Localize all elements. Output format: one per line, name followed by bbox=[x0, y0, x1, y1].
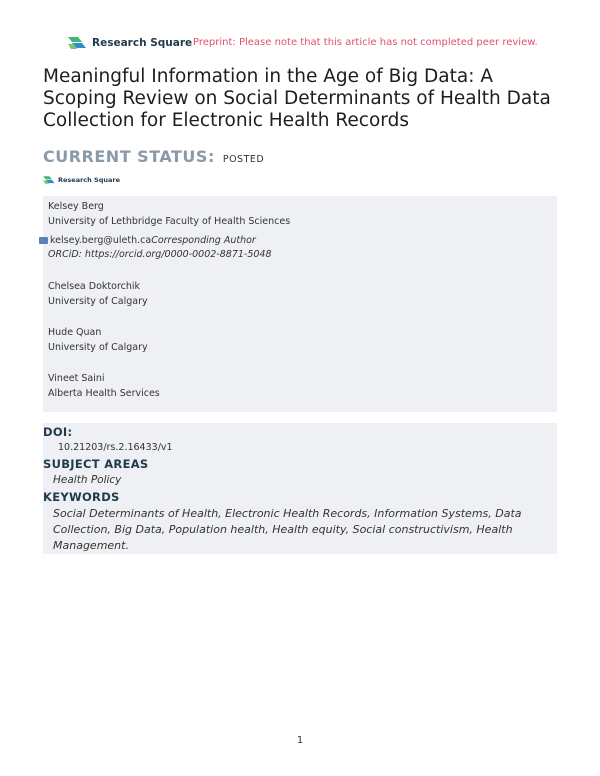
mail-icon[interactable] bbox=[39, 237, 48, 244]
author-affiliation: Alberta Health Services bbox=[48, 388, 160, 399]
author-name: Chelsea Doktorchik bbox=[48, 281, 141, 292]
author-name: Kelsey Berg bbox=[48, 201, 104, 212]
doi-label: DOI: bbox=[43, 425, 73, 439]
author-affiliation: University of Lethbridge Faculty of Health Sciences bbox=[48, 216, 291, 227]
keywords-label: KEYWORDS bbox=[43, 490, 120, 504]
author-affiliation: University of Calgary bbox=[48, 342, 148, 353]
author-orcid[interactable]: ORCiD: https://orcid.org/0000-0002-8871-5048 bbox=[48, 249, 272, 260]
author-affiliation: University of Calgary bbox=[48, 296, 148, 307]
metadata-box bbox=[43, 423, 557, 554]
keywords-value: Social Determinants of Health, Electronic Health Records, Information Systems, Data Collection, Big Data, Population health, Health equity, Social constructivism, Health Management. bbox=[53, 507, 522, 552]
current-status bbox=[43, 147, 264, 166]
page-number: 1 bbox=[296, 735, 304, 746]
small-logo-icon bbox=[43, 175, 56, 185]
small-logo-text: Research Square bbox=[58, 176, 120, 184]
research-square-logo-icon bbox=[68, 35, 88, 51]
authors-box bbox=[43, 196, 557, 412]
author-name: Vineet Saini bbox=[48, 373, 105, 384]
subject-areas-label: SUBJECT AREAS bbox=[43, 457, 149, 471]
author-email[interactable]: kelsey.berg@uleth.ca bbox=[50, 235, 152, 246]
paper-title: Meaningful Information in the Age of Big Data: A Scoping Review on Social Determinants of Health Data Collection for Electronic Health Records bbox=[43, 66, 551, 131]
preprint-notice: Preprint: Please note that this article has not completed peer review. bbox=[193, 37, 538, 48]
subject-areas-value: Health Policy bbox=[53, 474, 122, 486]
logo-text: Research Square bbox=[92, 37, 193, 49]
small-research-square-logo bbox=[43, 175, 120, 185]
author-contact bbox=[43, 235, 256, 246]
status-value: POSTED bbox=[222, 154, 265, 165]
author-name: Hude Quan bbox=[48, 327, 102, 338]
status-label: CURRENT STATUS: bbox=[43, 147, 215, 166]
research-square-logo bbox=[68, 35, 192, 51]
corresponding-author-label: Corresponding Author bbox=[151, 235, 256, 246]
doi-value[interactable]: 10.21203/rs.2.16433/v1 bbox=[58, 442, 173, 453]
